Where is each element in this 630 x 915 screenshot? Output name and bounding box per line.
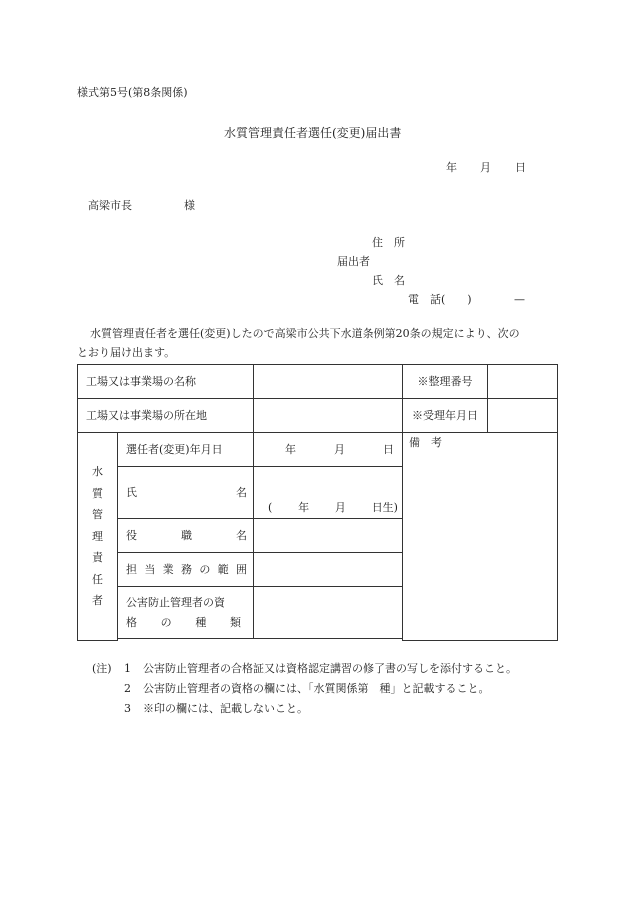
applicant-address-label: 住 所 xyxy=(372,236,405,249)
note-1-text: 公害防止管理者の合格証又は資格認定講習の修了書の写しを添付すること。 xyxy=(143,662,517,675)
appointment-date-field[interactable] xyxy=(254,433,403,467)
facility-name-label: 工場又は事業場の名称 xyxy=(78,365,254,399)
note-1-number: 1 xyxy=(124,662,131,675)
reference-number-label: ※整理番号 xyxy=(403,365,488,399)
table-row-facility-location xyxy=(78,399,558,433)
position-label-char: 役 xyxy=(126,529,137,542)
applicant-phone-dash: — xyxy=(514,293,525,306)
vertical-label-char: 水 xyxy=(92,465,103,479)
manager-name-label-char: 氏 xyxy=(126,486,137,499)
birth-year-label: 年 xyxy=(298,501,310,514)
note-2-text: 公害防止管理者の資格の欄には、「水質関係第 種」と記載すること。 xyxy=(143,682,490,695)
duty-scope-label-cell xyxy=(118,553,254,587)
vertical-label-char: 任 xyxy=(92,572,103,586)
appointment-month-label: 月 xyxy=(334,443,345,456)
form-table xyxy=(77,364,558,641)
appointment-date-label: 選任者(変更)年月日 xyxy=(118,433,254,467)
qualification-label-char: の xyxy=(160,615,172,629)
table-row-facility-name xyxy=(78,365,558,399)
duty-scope-field[interactable] xyxy=(254,553,403,587)
duty-scope-label-char: 範 xyxy=(217,563,229,576)
form-number: 様式第5号(第8条関係) xyxy=(77,86,188,99)
vertical-label-char: 管 xyxy=(92,508,103,522)
addressee-name: 高梁市長 xyxy=(88,199,132,212)
remarks-label: 備 考 xyxy=(409,436,442,449)
vertical-label-char: 理 xyxy=(92,529,103,543)
manager-name-field[interactable] xyxy=(254,467,403,519)
note-3-text: ※印の欄には、記載しないこと。 xyxy=(143,702,308,715)
qualification-label-cell xyxy=(118,587,254,639)
position-field[interactable] xyxy=(254,519,403,553)
applicant-group-label: 届出者 xyxy=(337,255,370,268)
position-label-char: 職 xyxy=(181,529,192,542)
vertical-label-char: 質 xyxy=(92,486,103,500)
receipt-date-field xyxy=(488,399,558,433)
vertical-label-char: 責 xyxy=(92,551,103,565)
date-month-label: 月 xyxy=(480,161,491,174)
duty-scope-label-char: の xyxy=(199,563,211,576)
qualification-label-char: 類 xyxy=(229,615,241,629)
qualification-label-char: 種 xyxy=(195,615,207,629)
position-label-cell xyxy=(118,519,254,553)
receipt-date-label: ※受理年月日 xyxy=(403,399,488,433)
body-text-line1: 水質管理責任者を選任(変更)したので高梁市公共下水道条例第20条の規定により、次の xyxy=(90,327,520,340)
vertical-label-water-quality-manager xyxy=(78,433,118,641)
addressee-honorific: 様 xyxy=(184,199,195,212)
reference-number-field xyxy=(488,365,558,399)
vertical-label-char: 者 xyxy=(92,594,103,608)
manager-name-label-cell xyxy=(118,467,254,519)
appointment-year-label: 年 xyxy=(285,443,296,456)
notes-prefix: (注) xyxy=(92,662,112,675)
body-text-line2: とおり届け出ます。 xyxy=(77,346,176,359)
facility-location-field[interactable] xyxy=(254,399,403,433)
birth-open-paren: ( xyxy=(268,501,273,514)
note-3-number: 3 xyxy=(124,702,131,715)
duty-scope-label-char: 担 xyxy=(126,563,137,576)
duty-scope-label-char: 囲 xyxy=(235,563,247,576)
birth-month-label: 月 xyxy=(334,501,346,514)
date-day-label: 日 xyxy=(515,161,526,174)
applicant-phone-label: 電 話( ) xyxy=(408,293,472,306)
qualification-label-char: 格 xyxy=(126,615,137,629)
qualification-field[interactable] xyxy=(254,587,403,639)
date-year-label: 年 xyxy=(446,161,457,174)
duty-scope-label-char: 務 xyxy=(180,563,192,576)
duty-scope-label-char: 当 xyxy=(144,563,156,576)
manager-name-label-char: 名 xyxy=(236,486,247,499)
facility-location-label: 工場又は事業場の所在地 xyxy=(78,399,254,433)
birth-day-label: 日生) xyxy=(371,501,398,514)
applicant-name-label: 氏 名 xyxy=(372,274,405,287)
appointment-day-label: 日 xyxy=(383,443,394,456)
facility-name-field[interactable] xyxy=(254,365,403,399)
qualification-label-line1: 公害防止管理者の資 xyxy=(126,595,225,609)
duty-scope-label-char: 業 xyxy=(162,563,174,576)
position-label-char: 名 xyxy=(236,529,247,542)
note-2-number: 2 xyxy=(124,682,131,695)
form-title: 水質管理責任者選任(変更)届出書 xyxy=(224,126,402,140)
remarks-cell[interactable] xyxy=(403,433,558,641)
table-row-appointment-date xyxy=(78,433,558,467)
